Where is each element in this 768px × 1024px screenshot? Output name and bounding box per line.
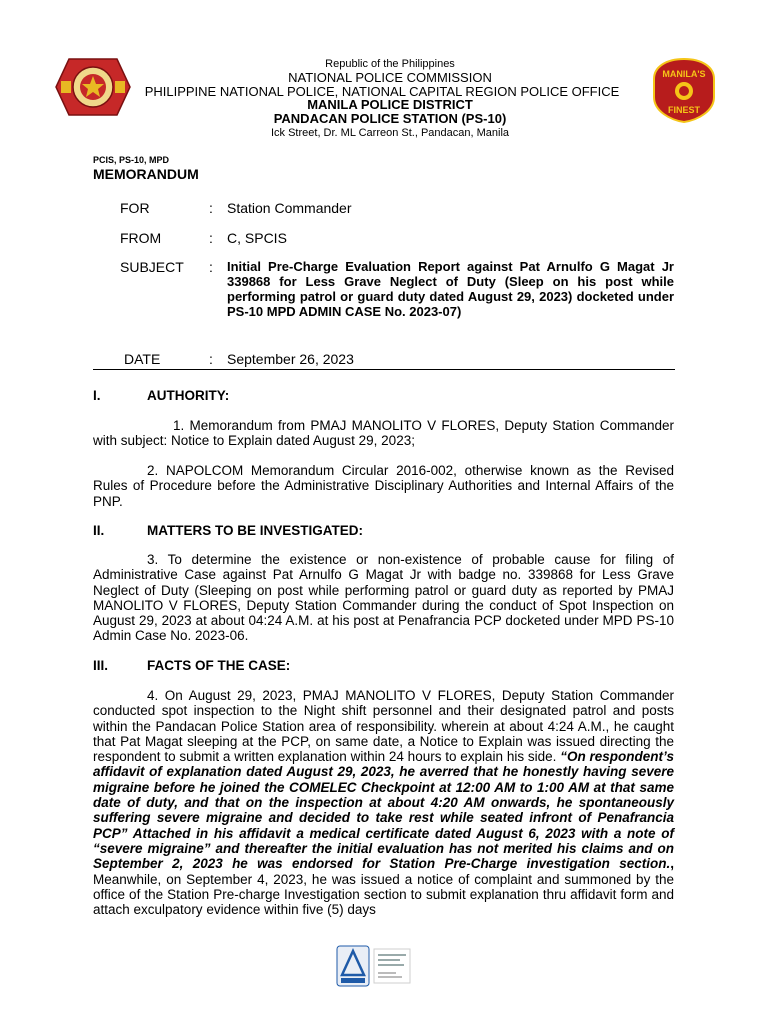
paragraph-4-plain: 4. On August 29, 2023, PMAJ MANOLITO V FLORES, Deputy Station Commander conducted spot inspection to the Night shift personnel and their designated patrol and posts within the Pandacan Police Station area of responsibility. wherein at about 4:24 A.M., he caught that Pat Magat sleeping at the PCP, on same date, a Notice to Explain was issued directing the respondent to submit a written explanation within 24 hours to explain his side. (93, 688, 674, 765)
section-1-title: AUTHORITY: (147, 388, 230, 403)
management-system-badge (336, 945, 412, 987)
header-address: Ick Street, Dr. ML Carreon St., Pandacan, Manila (270, 127, 510, 139)
paragraph-4-rest: Meanwhile, on September 4, 2023, he was issued a notice of complaint and summoned by the office of the Station Pre-charge Investigation section to submit explanation thru affidavit form and attach exculpatory evidence within five (5) days (93, 871, 674, 918)
paragraph-4-emphasis: “On respondent’s affidavit of explanation dated August 29, 2023, he averred that he honestly having severe migraine before he joined the COMELEC Checkpoint at 12:00 AM to 1:00 AM at that same date of duty, and that on the inspection at about 4:20 AM onwards, he spontaneously suffering severe migraine and decided to take rest while seated infront of Penafrancia PCP” Attached in his affidavit a medical certificate dated August 6, 2023 with a note of “severe migraine” and thereafter the initial evaluation has not merited his claims and on September 2, 2023 he was endorsed for Station Pre-Charge investigation section. (93, 749, 674, 872)
paragraph-2: 2. NAPOLCOM Memorandum Circular 2016-002, otherwise known as the Revised Rules of Procedure before the Administrative Disciplinary Authorities and Internal Affairs of the PNP. (93, 463, 674, 509)
date-value: September 26, 2023 (227, 351, 354, 367)
date-colon: : (209, 351, 213, 367)
header-napolcom: NATIONAL POLICE COMMISSION (288, 70, 492, 85)
subject-colon: : (209, 259, 213, 275)
section-3-number: III. (93, 658, 109, 673)
logo-text-bottom: FINEST (667, 105, 701, 115)
for-value: Station Commander (227, 200, 352, 216)
from-label: FROM (120, 230, 162, 246)
subject-label: SUBJECT (120, 259, 184, 275)
paragraph-3: 3. To determine the existence or non-existence of probable cause for filing of Administrative Case against Pat Arnulfo G Magat Jr with badge no. 339868 for Less Grave Neglect of Duty (Sleeping on post while performing patrol or guard duty as reported by PMAJ MANOLITO V FLORES, Deputy Station Commander during the conduct of Spot Inspection on August 29, 2023 at about 04:24 A.M. at his post at Penafrancia PCP docketed under MPD PS-10 Admin Case No. 2023-06. (93, 552, 674, 644)
manilas-finest-logo (652, 57, 716, 123)
header-republic: Republic of the Philippines (325, 58, 455, 70)
section-3-title: FACTS OF THE CASE: (147, 658, 291, 673)
header-mpd: MANILA POLICE DISTRICT (307, 97, 473, 112)
for-label: FOR (120, 200, 150, 216)
header-station: PANDACAN POLICE STATION (PS-10) (273, 111, 507, 126)
subject-value: Initial Pre-Charge Evaluation Report against Pat Arnulfo G Magat Jr 339868 for Less Grave Neglect of Duty (Sleep on his post while performing patrol or guard duty dated August 29, 2023) docketed under PS-10 MPD ADMIN CASE No. 2023-07) (227, 259, 674, 319)
office-code: PCIS, PS-10, MPD (93, 155, 170, 165)
header-divider (93, 369, 675, 370)
paragraph-1: 1. Memorandum from PMAJ MANOLITO V FLORES, Deputy Station Commander with subject: Notice to Explain dated August 29, 2023; (93, 418, 674, 449)
paragraph-4-comma: , (670, 856, 674, 872)
section-2-number: II. (93, 523, 105, 538)
paragraph-4 (93, 688, 674, 917)
memo-title: MEMORANDUM (93, 166, 199, 182)
date-label: DATE (124, 351, 161, 367)
logo-text-top: MANILA'S (662, 69, 706, 79)
section-1-number: I. (93, 388, 101, 403)
section-2-title: MATTERS TO BE INVESTIGATED: (147, 523, 364, 538)
header-pnp-ncrpo: PHILIPPINE NATIONAL POLICE, NATIONAL CAPITAL REGION POLICE OFFICE (144, 84, 620, 99)
from-value: C, SPCIS (227, 230, 287, 246)
for-colon: : (209, 200, 213, 216)
from-colon: : (209, 230, 213, 246)
